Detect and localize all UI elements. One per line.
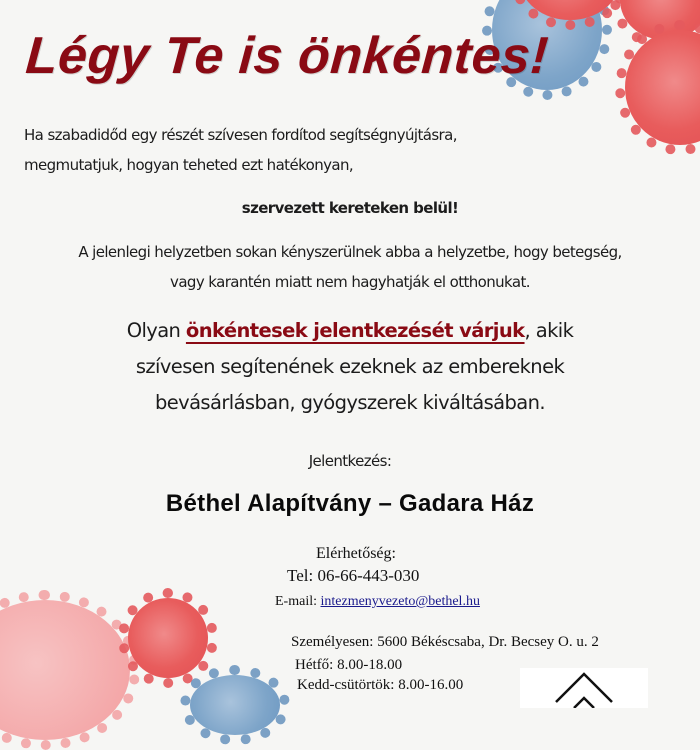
email-label: E-mail:	[275, 594, 321, 609]
hours-monday: Hétfő: 8.00-18.00	[295, 657, 403, 673]
virus-illustration-blue-bottom	[190, 675, 280, 735]
emphasis-text: szervezett kereteken belül!	[241, 199, 459, 217]
hours-tue-thu: Kedd-csütörtök: 8.00-16.00	[297, 677, 464, 693]
signup-label: Jelentkezés:	[308, 452, 392, 470]
virus-illustration-red-bottom	[128, 598, 208, 678]
intro-line-2: megmutatjuk, hogyan teheted ezt hatékonyan,	[24, 156, 354, 174]
virus-illustration-pink-bottom-left	[0, 600, 130, 740]
intro-text	[24, 120, 664, 180]
contact-phone: Tel: 06-66-443-030	[287, 566, 420, 585]
situation-line-2: vagy karantén miatt nem hagyhatják el otthonukat.	[170, 273, 530, 291]
organization-name: Béthel Alapítvány – Gadara Ház	[165, 490, 535, 517]
call-highlight: önkéntesek jelentkezését várjuk	[185, 319, 525, 342]
house-logo-icon	[520, 668, 648, 708]
call-suffix: , akik	[524, 319, 574, 342]
call-line-2: szívesen segítenének ezeknek az embereknek	[135, 355, 565, 378]
contact-address: Személyesen: 5600 Békéscsaba, Dr. Becsey O. u. 2	[291, 634, 599, 650]
situation-text	[0, 237, 700, 297]
call-to-action	[0, 313, 700, 421]
contact-heading: Elérhetőség:	[316, 545, 396, 562]
email-link[interactable]: intezmenyvezeto@bethel.hu	[320, 594, 480, 609]
poster-title: Légy Te is önkéntes!	[23, 27, 551, 85]
virus-illustration-red-top	[520, 0, 620, 20]
contact-email	[275, 592, 480, 612]
call-prefix: Olyan	[126, 319, 186, 342]
organization-logo	[520, 668, 648, 708]
call-line-3: bevásárlásban, gyógyszerek kiváltásában.	[154, 391, 546, 414]
situation-line-1: A jelenlegi helyzetben sokan kényszerülnek abba a helyzetbe, hogy betegség,	[78, 243, 622, 261]
intro-line-1: Ha szabadidőd egy részét szívesen fordítod segítségnyújtásra,	[24, 126, 457, 144]
